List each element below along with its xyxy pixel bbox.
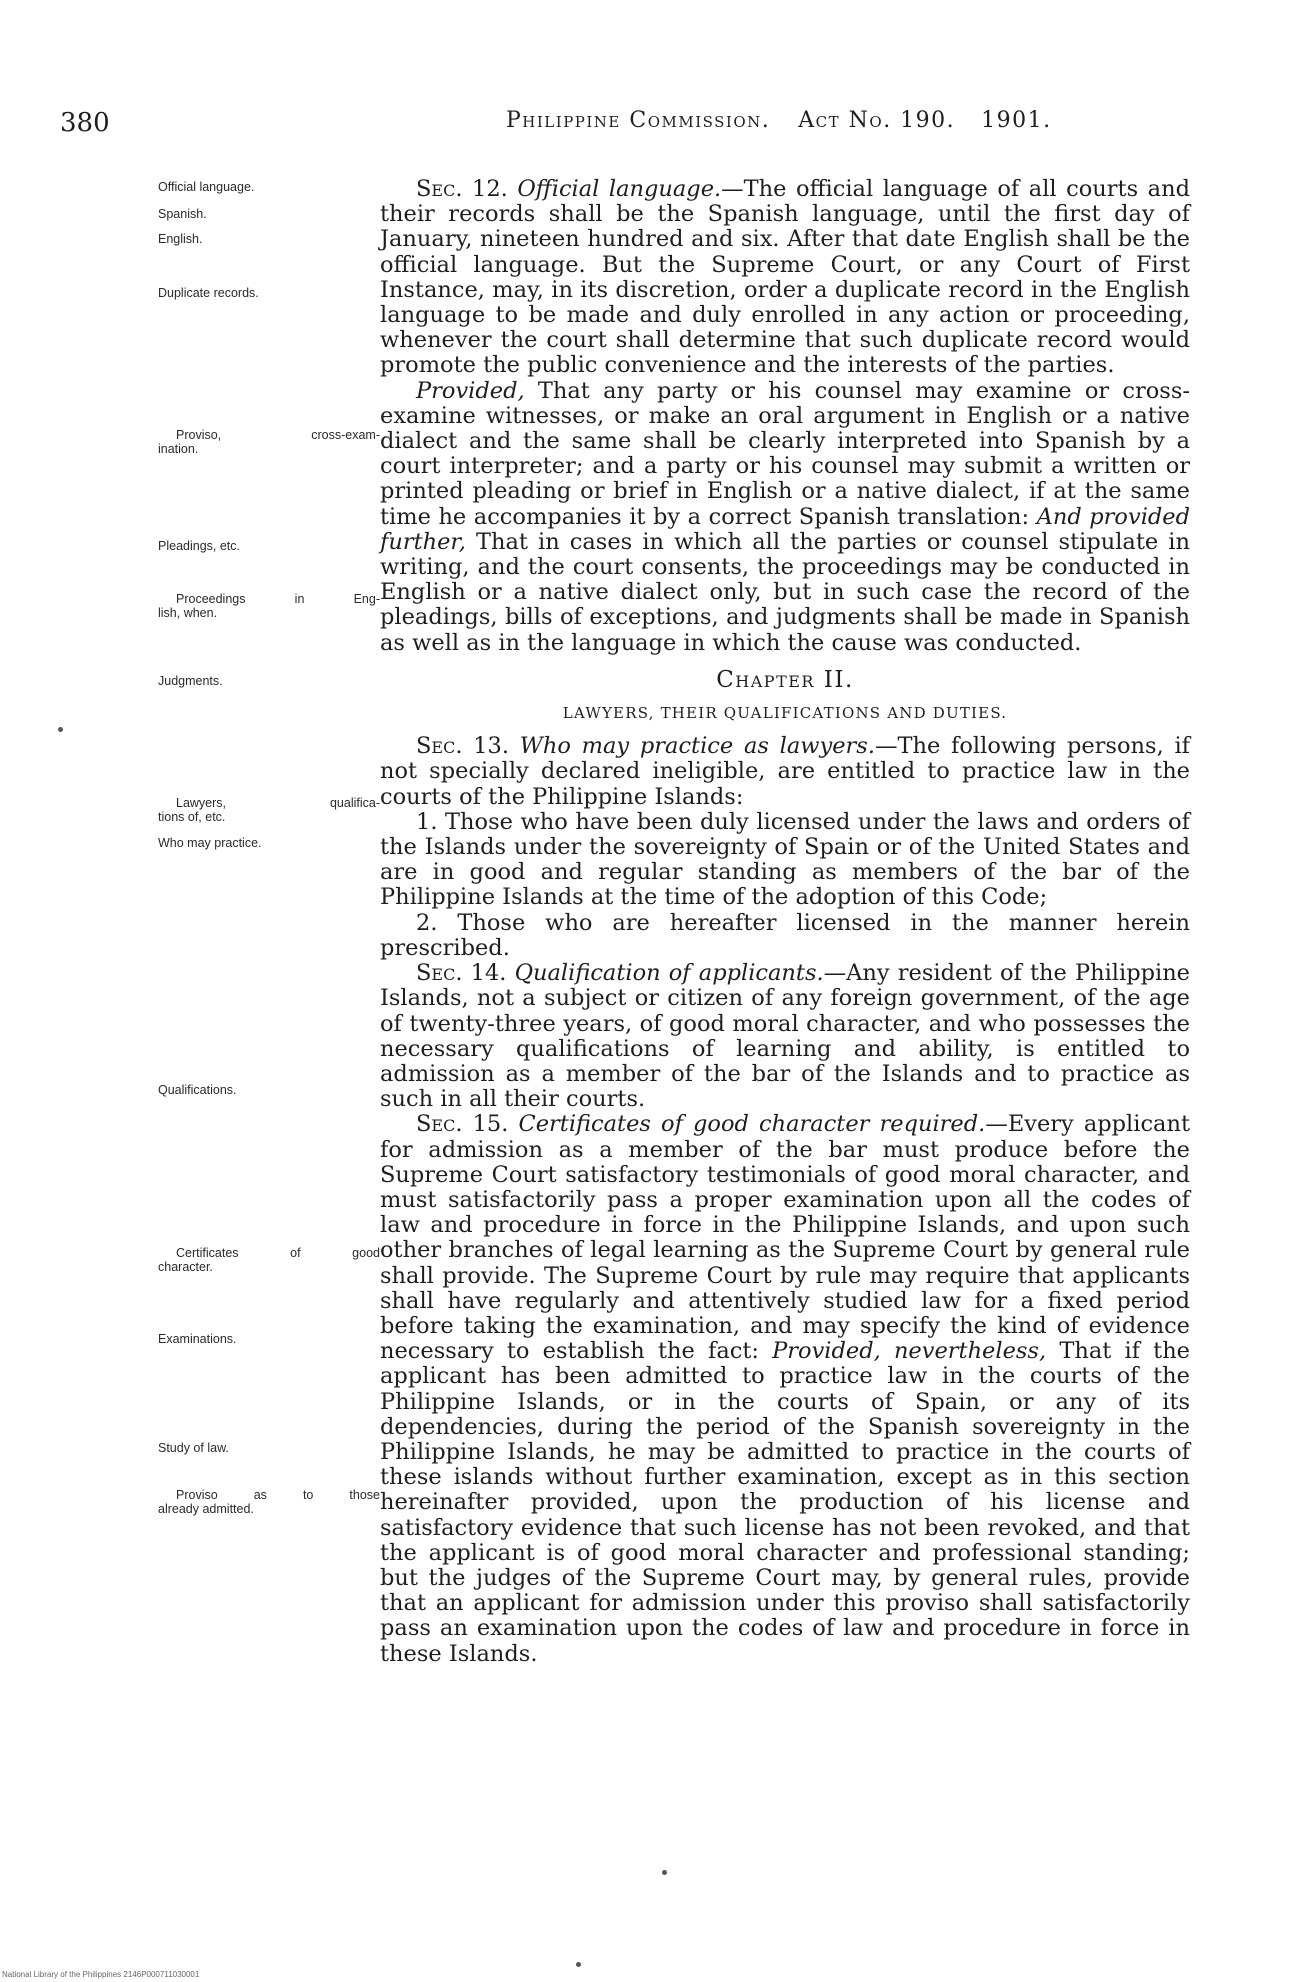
section-title: Who may practice as lawyers. — [519, 733, 875, 760]
running-title: Philippine Commission. — [506, 108, 771, 133]
act-year: 1901. — [981, 108, 1052, 133]
proviso-text: That if the applicant has been admitted to practice law in the courts of the Philippine Islands, or in the courts of Spain, or any of its dependencies, during the period of the Spanish sovereignty in the Philippine Islands, he may be admitted to practice in the courts of these islands without further examination, except as in this section hereinafter provided, upon the production of his license and satisfactory evidence that such license has not been revoked, and that the applicant is of good moral character and professional standing; but the judges of the Supreme Court may, by general rules, provide that an applicant for admission under this proviso shall satisfactorily pass an examination upon the codes of law and procedure in force in these Islands. — [380, 1338, 1190, 1667]
margin-note: Judgments. — [158, 674, 223, 688]
margin-notes — [0, 0, 380, 1982]
section-title: Qualification of applicants. — [514, 960, 824, 987]
section-15 — [380, 1112, 1190, 1666]
margin-note: Duplicate records. — [158, 286, 259, 300]
margin-note: Proceedings in Eng- lish, when. — [158, 592, 380, 620]
scan-speck — [662, 1870, 667, 1875]
margin-note: Official language. — [158, 180, 255, 194]
list-item: 1. Those who have been duly licensed under the laws and orders of the Islands under the sovereignty of Spain or of the United States and are in good and regular standing as members of the bar of the Philippine Islands at the time of the adoption of this Code; — [380, 808, 1190, 911]
act-number: Act No. 190. — [798, 108, 956, 133]
margin-note: Proviso, cross-exam- ination. — [158, 428, 380, 456]
chapter-title: Chapter II. — [716, 666, 854, 693]
list-item: 2. Those who are hereafter licensed in the manner herein prescribed. — [380, 909, 1190, 961]
section-13 — [380, 734, 1190, 810]
section-text: —The official language of all courts and their records shall be the Spanish language, until the first day of January, nineteen hundred and six. After that date English shall be the official language. But the Supreme Court, or any Court of First Instance, may, in its discretion, order a duplicate record in the English language to be made and duly enrolled in any action or proceeding, whenever the court shall determine that such duplicate record would promote the public convenience and the interests of the parties. — [380, 176, 1190, 379]
margin-note: Spanish. — [158, 207, 207, 221]
margin-note: English. — [158, 232, 203, 246]
section-12 — [380, 177, 1190, 379]
section-text: —Every applicant for admission as a member of the bar must produce before the Supreme Court satisfactory testimonials of good moral character, and must satisfactorily pass a proper examination upon all the codes of law and procedure in force in the Philippine Islands, and upon such other branches of legal learning as the Supreme Court by general rule shall provide. The Supreme Court by rule may require that applicants shall have regularly and attentively studied law for a fixed period before taking the examination, and may specify the kind of evidence necessary to establish the fact: — [380, 1111, 1190, 1365]
proviso-paragraph — [380, 379, 1190, 656]
proviso-lead: Provided, — [416, 377, 525, 404]
margin-note: Pleadings, etc. — [158, 539, 240, 553]
section-title: Official language. — [517, 176, 722, 202]
margin-note: Study of law. — [158, 1441, 229, 1455]
margin-note: Proviso as to those already admitted. — [158, 1488, 380, 1516]
chapter-subtitle: LAWYERS, THEIR QUALIFICATIONS AND DUTIES. — [562, 704, 1008, 723]
proviso-text-2: That in cases in which all the parties or counsel stipulate in writing, and the court consents, the proceedings may be conducted in English or a native dialect only, but in such case the record of the pleadings, bills of exceptions, and judgments shall be made in Spanish as well as in the language in which the cause was conducted. — [380, 528, 1190, 656]
section-number: Sec. 15. — [416, 1111, 509, 1138]
margin-note: Certificates of good character. — [158, 1246, 380, 1274]
margin-note: Lawyers, qualifica- tions of, etc. — [158, 796, 380, 824]
proviso-lead: Provided, nevertheless, — [772, 1338, 1047, 1365]
page-number: 380 — [60, 108, 110, 138]
scan-speck — [576, 1962, 581, 1967]
margin-note: Examinations. — [158, 1332, 237, 1346]
section-number: Sec. 12. — [416, 176, 508, 202]
proviso-lead-2: And provided further, — [380, 503, 1191, 555]
body-text — [380, 177, 1190, 1667]
section-number: Sec. 14. — [416, 960, 507, 987]
section-14 — [380, 961, 1190, 1112]
margin-note: Qualifications. — [158, 1083, 237, 1097]
section-text: —The following persons, if not specially declared ineligible, are entitled to practice law in the courts of the Philippine Islands: — [380, 733, 1190, 810]
running-head — [506, 108, 1052, 133]
margin-note: Who may practice. — [158, 836, 262, 850]
section-text: —Any resident of the Philippine Islands, not a subject or citizen of any foreign government, of the age of twenty-three years, of good moral character, and who possesses the necessary qualifications of learning and ability, is entitled to admission as a member of the bar of the Islands and to practice as such in all their courts. — [380, 960, 1190, 1113]
section-number: Sec. 13. — [416, 733, 510, 760]
footer-credit: National Library of the Philippines 2146P000711030001 — [2, 1970, 200, 1979]
section-title: Certificates of good character required. — [518, 1111, 986, 1138]
proviso-text: That any party or his counsel may examine or cross-examine witnesses, or make an oral argument in English or a native dialect and the same shall be clearly interpreted into Spanish by a court interpreter; and a party or his counsel may submit a written or printed pleading or brief in English or a native dialect, if at the same time he accompanies it by a correct Spanish translation: — [380, 377, 1190, 530]
scan-speck — [58, 727, 63, 732]
